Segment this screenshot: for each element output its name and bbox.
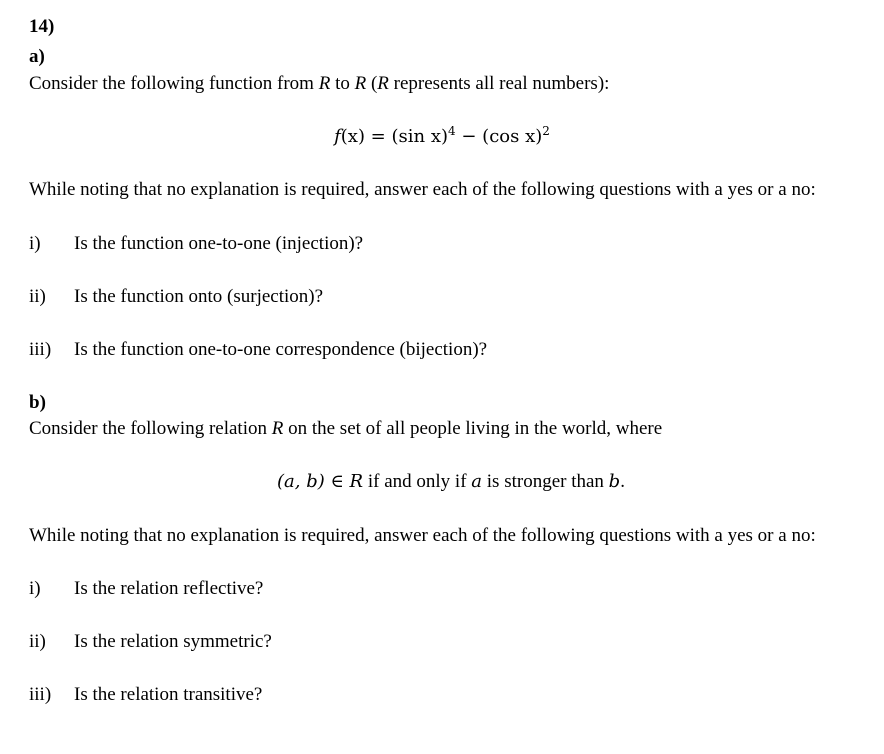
set-symbol-r: R	[318, 73, 331, 94]
formula-exponent: 2	[542, 124, 550, 138]
question-marker: i)	[29, 233, 41, 254]
question-marker: ii)	[29, 631, 46, 652]
part-a-question-1	[29, 233, 363, 256]
relation-text: if and only if	[363, 471, 472, 492]
set-symbol-r: R	[354, 73, 367, 94]
relation-var-b: b	[608, 471, 621, 492]
function-formula	[0, 126, 884, 148]
part-a-question-3	[29, 339, 487, 362]
part-a-intro-text: to	[330, 73, 355, 94]
relation-var-a: a	[471, 471, 483, 492]
question-marker: iii)	[29, 684, 52, 705]
relation-symbol-r: R	[271, 418, 284, 439]
question-marker: iii)	[29, 339, 52, 360]
question-text: Is the relation transitive?	[74, 684, 263, 705]
formula-part: (x) = (sin x)	[340, 126, 448, 147]
part-a-question-2	[29, 286, 323, 309]
part-a-label: a)	[29, 46, 45, 67]
part-b-question-1	[29, 578, 263, 601]
part-a-intro-text: (	[366, 73, 378, 94]
relation-pair: (a, b) ∈ R	[277, 471, 364, 492]
part-b-instruction: While noting that no explanation is required, answer each of the following questions with a yes or a no:	[29, 525, 816, 546]
part-a-intro-text: represents all real numbers):	[388, 73, 610, 94]
part-a-instruction: While noting that no explanation is required, answer each of the following questions with a yes or a no:	[29, 179, 816, 200]
relation-text: .	[620, 471, 625, 492]
part-b-label: b)	[29, 392, 46, 413]
formula-f: f	[334, 126, 341, 147]
part-b-question-2	[29, 631, 272, 654]
question-text: Is the relation reflective?	[74, 578, 264, 599]
part-a-intro-text: Consider the following function from	[29, 73, 319, 94]
part-a-intro	[29, 73, 609, 96]
part-b-intro-text: on the set of all people living in the world, where	[283, 418, 663, 439]
relation-text: is stronger than	[482, 471, 609, 492]
question-text: Is the function onto (surjection)?	[74, 286, 324, 307]
part-b-intro	[29, 418, 662, 441]
relation-definition	[0, 471, 884, 494]
question-marker: ii)	[29, 286, 46, 307]
part-b-question-3	[29, 684, 262, 707]
question-text: Is the relation symmetric?	[74, 631, 272, 652]
question-number: 14)	[29, 16, 55, 37]
question-text: Is the function one-to-one (injection)?	[74, 233, 364, 254]
set-symbol-r: R	[377, 73, 389, 94]
question-text: Is the function one-to-one correspondence (bijection)?	[74, 339, 488, 360]
question-marker: i)	[29, 578, 41, 599]
part-b-intro-text: Consider the following relation	[29, 418, 272, 439]
formula-exponent: 4	[448, 124, 456, 138]
formula-part: − (cos x)	[455, 126, 543, 147]
